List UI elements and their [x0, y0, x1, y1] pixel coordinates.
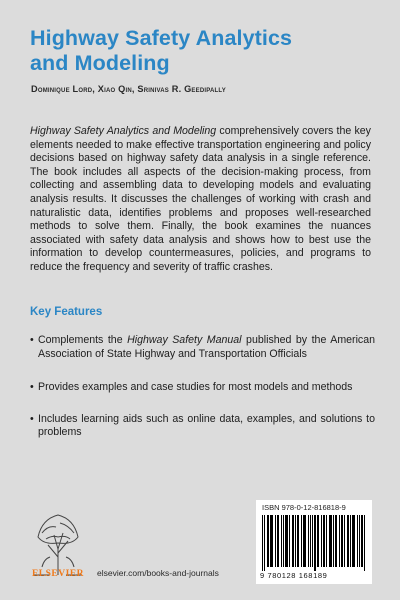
- book-title: [30, 26, 380, 76]
- isbn-label: ISBN 978-0-12-816818-9: [262, 503, 346, 512]
- barcode-bar: [347, 515, 348, 567]
- barcode-bar: [348, 515, 349, 567]
- barcode-panel: [256, 500, 372, 584]
- barcode-bar: [315, 515, 316, 571]
- barcode-bar: [341, 515, 342, 567]
- barcode-bar: [342, 515, 343, 567]
- barcode-bar: [353, 515, 354, 567]
- barcode-bar: [339, 515, 340, 567]
- description-body: comprehensively covers the key elements needed to make effective transportation engineering and policy decisions based on highway safety data analysis in a single reference. The book includes all aspects of the decision-making process, from collecting and assembling data to developing models and evaluating analysis results. It discusses the challenges of working with crash and naturalistic data, identifies problems and proposes well-researched methods to solve them. Finally, the book examines the nuances associated with safety data analysis and shows how to best use the information to develop countermeasures, policies, and programs to reduce the frequency and severity of traffic crashes.: [30, 125, 371, 273]
- barcode-bar: [275, 515, 276, 567]
- barcode-bar: [359, 515, 360, 567]
- feature-text: Includes learning aids such as online data, examples, and solutions to problems: [38, 412, 375, 439]
- barcode-bar: [278, 515, 279, 567]
- barcode-bar: [285, 515, 286, 567]
- bullet-icon: •: [30, 412, 34, 425]
- publisher-url: elsevier.com/books-and-journals: [97, 568, 219, 578]
- barcode-bar: [344, 515, 345, 567]
- barcode-bar: [262, 515, 263, 571]
- description-lead-title: Highway Safety Analytics and Modeling: [30, 125, 217, 137]
- barcode-bar: [304, 515, 305, 567]
- book-title-line2: and Modeling: [30, 51, 170, 75]
- feature-text: Complements the: [38, 334, 128, 346]
- feature-text-post: published by the American Association of State Highway and Transportation Officials: [38, 334, 376, 360]
- barcode-bar: [329, 515, 330, 567]
- barcode-bar: [303, 515, 304, 567]
- barcode-bar: [292, 515, 293, 567]
- feature-item: [30, 381, 375, 395]
- barcode-bar: [298, 515, 299, 567]
- barcode-bar: [287, 515, 288, 567]
- barcode-bar: [286, 515, 287, 567]
- book-description: [30, 125, 371, 275]
- barcode-bar: [289, 515, 290, 567]
- feature-item: [30, 413, 375, 440]
- barcode-bar: [331, 515, 332, 567]
- key-features-list: [30, 334, 375, 458]
- barcode-bar: [310, 515, 311, 567]
- barcode-bar: [323, 515, 324, 567]
- barcode-bar: [270, 515, 271, 567]
- feature-text-italic: Highway Safety Manual: [127, 334, 242, 346]
- barcode-bar: [354, 515, 355, 567]
- barcode-bar: [336, 515, 337, 567]
- barcode-bar: [281, 515, 282, 567]
- barcode-bar: [264, 515, 265, 571]
- barcode-bar: [283, 515, 284, 567]
- barcode-bar: [321, 515, 322, 567]
- feature-text: Provides examples and case studies for most models and methods: [38, 381, 353, 394]
- barcode-bar: [330, 515, 331, 567]
- barcode-bar: [364, 515, 365, 571]
- barcode-bar: [268, 515, 269, 567]
- publisher-name: ELSEVIER: [31, 569, 85, 579]
- barcode-bar: [350, 515, 351, 567]
- barcode-bar: [352, 515, 353, 567]
- barcode-bar: [271, 515, 272, 567]
- barcode-bar: [314, 515, 315, 571]
- barcode-icon: [262, 515, 366, 571]
- barcode-bar: [272, 515, 273, 567]
- barcode-bar: [295, 515, 296, 567]
- barcode-bar: [335, 515, 336, 567]
- barcode-bar: [301, 515, 302, 567]
- barcode-bar: [293, 515, 294, 567]
- barcode-bar: [312, 515, 313, 567]
- feature-item: [30, 334, 375, 361]
- barcode-bar: [361, 515, 362, 567]
- barcode-bar: [267, 515, 268, 567]
- book-title-line1: Highway Safety Analytics: [30, 26, 293, 50]
- bullet-icon: •: [30, 381, 34, 394]
- barcode-bar: [324, 515, 325, 567]
- barcode-bar: [357, 515, 358, 567]
- barcode-bar: [308, 515, 309, 567]
- barcode-bar: [317, 515, 318, 567]
- bullet-icon: •: [30, 334, 34, 346]
- barcode-digits: 9 780128 168189: [260, 571, 328, 580]
- key-features-heading: Key Features: [30, 306, 103, 318]
- barcode-bar: [305, 515, 306, 567]
- barcode-bar: [277, 515, 278, 567]
- barcode-bar: [297, 515, 298, 567]
- authors-line: Dominique Lord, Xiao Qin, Srinivas R. Geedipally: [31, 84, 226, 94]
- barcode-bar: [333, 515, 334, 567]
- barcode-bar: [318, 515, 319, 567]
- barcode-bar: [326, 515, 327, 567]
- barcode-bar: [362, 515, 363, 567]
